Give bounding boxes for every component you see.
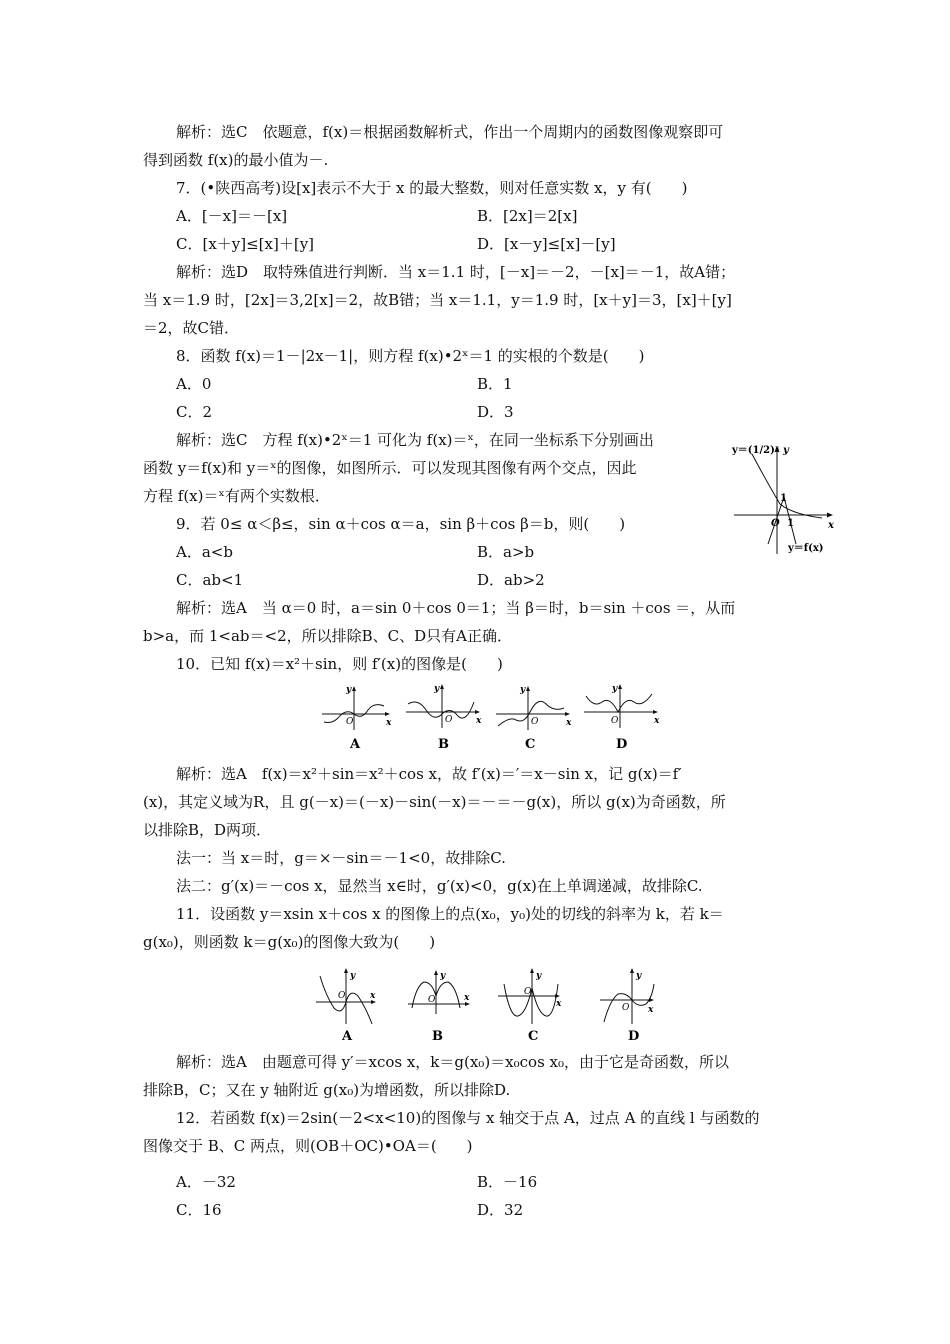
option-d: D．ab>2	[477, 571, 545, 589]
text-line: 函数 y＝f(x)和 y＝ˣ的图像，如图所示．可以发现其图像有两个交点，因此	[143, 459, 637, 477]
option-a: A．a<b	[176, 543, 233, 561]
text-line: b>a，而 1<ab＝<2，所以排除B、C、D只有A正确．	[143, 627, 513, 645]
text-line: ＝2，故C错．	[143, 319, 240, 337]
x-axis-label: x	[556, 999, 562, 1009]
y-axis-label: y	[346, 685, 352, 695]
option-caption: C	[528, 1029, 539, 1044]
x-axis-label: x	[476, 716, 482, 726]
q11-graph-b	[408, 970, 470, 1044]
origin-label: O	[771, 518, 780, 529]
origin-label: O	[531, 717, 539, 727]
text-line: 以排除B，D两项．	[143, 821, 272, 839]
q11-graph-a	[316, 968, 376, 1044]
text-line: 方程 f(x)＝ˣ有两个实数根．	[143, 487, 330, 505]
y-axis-label: y	[783, 445, 789, 456]
text-line: 解析：选A 由题意可得 y′＝xcos x，k＝g(x₀)＝x₀cos x₀，由于它是奇函数，所以	[176, 1053, 730, 1071]
option-caption: C	[525, 737, 536, 752]
option-c: C．2	[176, 403, 213, 421]
y-axis-label: y	[434, 684, 440, 694]
question-9: 9．若 0≤ α＜β≤，sin α＋cos α＝a，sin β＋cos β＝b，则( )	[176, 515, 626, 533]
q11-graph-d	[600, 968, 654, 1044]
option-d: D．32	[477, 1201, 524, 1219]
origin-label: O	[524, 987, 532, 997]
text-line: 排除B，C；又在 y 轴附近 g(x₀)为增函数，所以排除D.	[143, 1081, 511, 1099]
option-b: B．1	[477, 375, 513, 393]
x-axis-label: x	[370, 991, 376, 1001]
q8-graph-figure	[730, 432, 840, 558]
question-11: 11．设函数 y＝xsin x＋cos x 的图像上的点(x₀，y₀)处的切线的斜率为 k，若 k＝	[176, 905, 724, 923]
option-b: B．－16	[477, 1173, 538, 1191]
question-8: 8．函数 f(x)＝1－|2x－1|，则方程 f(x)•2ˣ＝1 的实根的个数是( )	[176, 347, 645, 365]
q10-graph-b	[406, 684, 482, 752]
option-caption: D	[616, 737, 628, 752]
option-caption: D	[628, 1029, 640, 1044]
text-line: 解析：选D 取特殊值进行判断．当 x＝1.1 时，[－x]＝－2，－[x]＝－1，故A错；	[176, 263, 736, 281]
option-b: B．[2x]＝2[x]	[477, 207, 578, 225]
origin-label: O	[428, 995, 436, 1005]
option-a: A．－32	[176, 1173, 236, 1191]
q11-graph-options	[312, 966, 658, 1044]
x-axis-label: x	[566, 718, 572, 728]
text-line: 解析：选A 当 α＝0 时，a＝sin 0＋cos 0＝1；当 β＝时，b＝sin ＋cos ＝，从而	[176, 599, 736, 617]
y-axis-label: y	[350, 971, 356, 981]
text-line: 解析：选A f(x)＝x²＋sin＝x²＋cos x，故 f′(x)＝′＝x－sin x，记 g(x)＝f′	[176, 765, 682, 783]
origin-label: O	[346, 717, 354, 727]
y-axis-label: y	[440, 971, 446, 981]
text-line: 法二：g′(x)＝－cos x，显然当 x∈时，g′(x)<0，g(x)在上单调递减，故排除C.	[176, 877, 703, 895]
text-line: 法一：当 x＝时，g＝×－sin＝－1<0，故排除C.	[176, 849, 506, 867]
origin-label: O	[622, 1003, 630, 1013]
y-axis-label: y	[520, 685, 526, 695]
x-axis-label: x	[464, 993, 470, 1003]
q11-graph-c	[498, 968, 562, 1044]
q10-graph-d	[584, 684, 660, 752]
x-axis-label: x	[648, 1005, 654, 1015]
option-d: D．3	[477, 403, 514, 421]
q10-graph-a	[322, 685, 392, 752]
text-line: (x)，其定义域为R，且 g(－x)＝(－x)－sin(－x)＝－＝－g(x)，所以 g(x)为奇函数，所	[143, 793, 726, 811]
curve-label: y＝f(x)	[788, 543, 824, 554]
origin-label: O	[338, 991, 346, 1001]
y-axis-label: y	[636, 971, 642, 981]
x-axis-label: x	[828, 520, 834, 531]
option-a: A．0	[176, 375, 212, 393]
option-caption: B	[438, 737, 449, 752]
option-caption: A	[350, 737, 361, 752]
text-line: 得到函数 f(x)的最小值为－.	[143, 151, 329, 169]
q10-graph-options	[318, 682, 663, 754]
origin-label: O	[611, 716, 619, 726]
text-line: 解析：选C 方程 f(x)•2ˣ＝1 可化为 f(x)＝ˣ，在同一坐标系下分别画出	[176, 431, 654, 449]
curve-label: y＝(1/2)ˣ	[732, 445, 780, 456]
question-7: 7．(•陕西高考)设[x]表示不大于 x 的最大整数，则对任意实数 x，y 有( )	[176, 179, 688, 197]
option-c: C．16	[176, 1201, 222, 1219]
tick-label: 1	[780, 493, 787, 504]
text-line: 图像交于 B、C 两点，则(OB＋OC)•OA＝( )	[143, 1137, 473, 1155]
text-line: 当 x＝1.9 时，[2x]＝3,2[x]＝2，故B错；当 x＝1.1，y＝1.9 时，[x＋y]＝3，[x]＋[y]	[143, 291, 732, 309]
option-a: A．[－x]＝－[x]	[176, 207, 288, 225]
option-b: B．a>b	[477, 543, 535, 561]
x-axis-label: x	[386, 718, 392, 728]
question-10: 10．已知 f(x)＝x²＋sin，则 f′(x)的图像是( )	[176, 655, 503, 673]
option-c: C．[x＋y]≤[x]＋[y]	[176, 235, 315, 253]
option-d: D．[x－y]≤[x]－[y]	[477, 235, 616, 253]
x-axis-label: x	[654, 716, 660, 726]
y-axis-label: y	[612, 684, 618, 694]
y-axis-label: y	[536, 971, 542, 981]
tick-label: 1	[787, 518, 794, 529]
text-line: 解析：选C 依题意，f(x)＝根据函数解析式，作出一个周期内的函数图像观察即可	[176, 123, 724, 141]
text-line: g(x₀)，则函数 k＝g(x₀)的图像大致为( )	[143, 933, 436, 951]
option-caption: A	[342, 1029, 353, 1044]
question-12: 12．若函数 f(x)＝2sin(－2<x<10)的图像与 x 轴交于点 A，过点 A 的直线 l 与函数的	[176, 1109, 760, 1127]
option-c: C．ab<1	[176, 571, 244, 589]
q10-graph-c	[496, 685, 572, 752]
option-caption: B	[432, 1029, 443, 1044]
origin-label: O	[445, 715, 453, 725]
